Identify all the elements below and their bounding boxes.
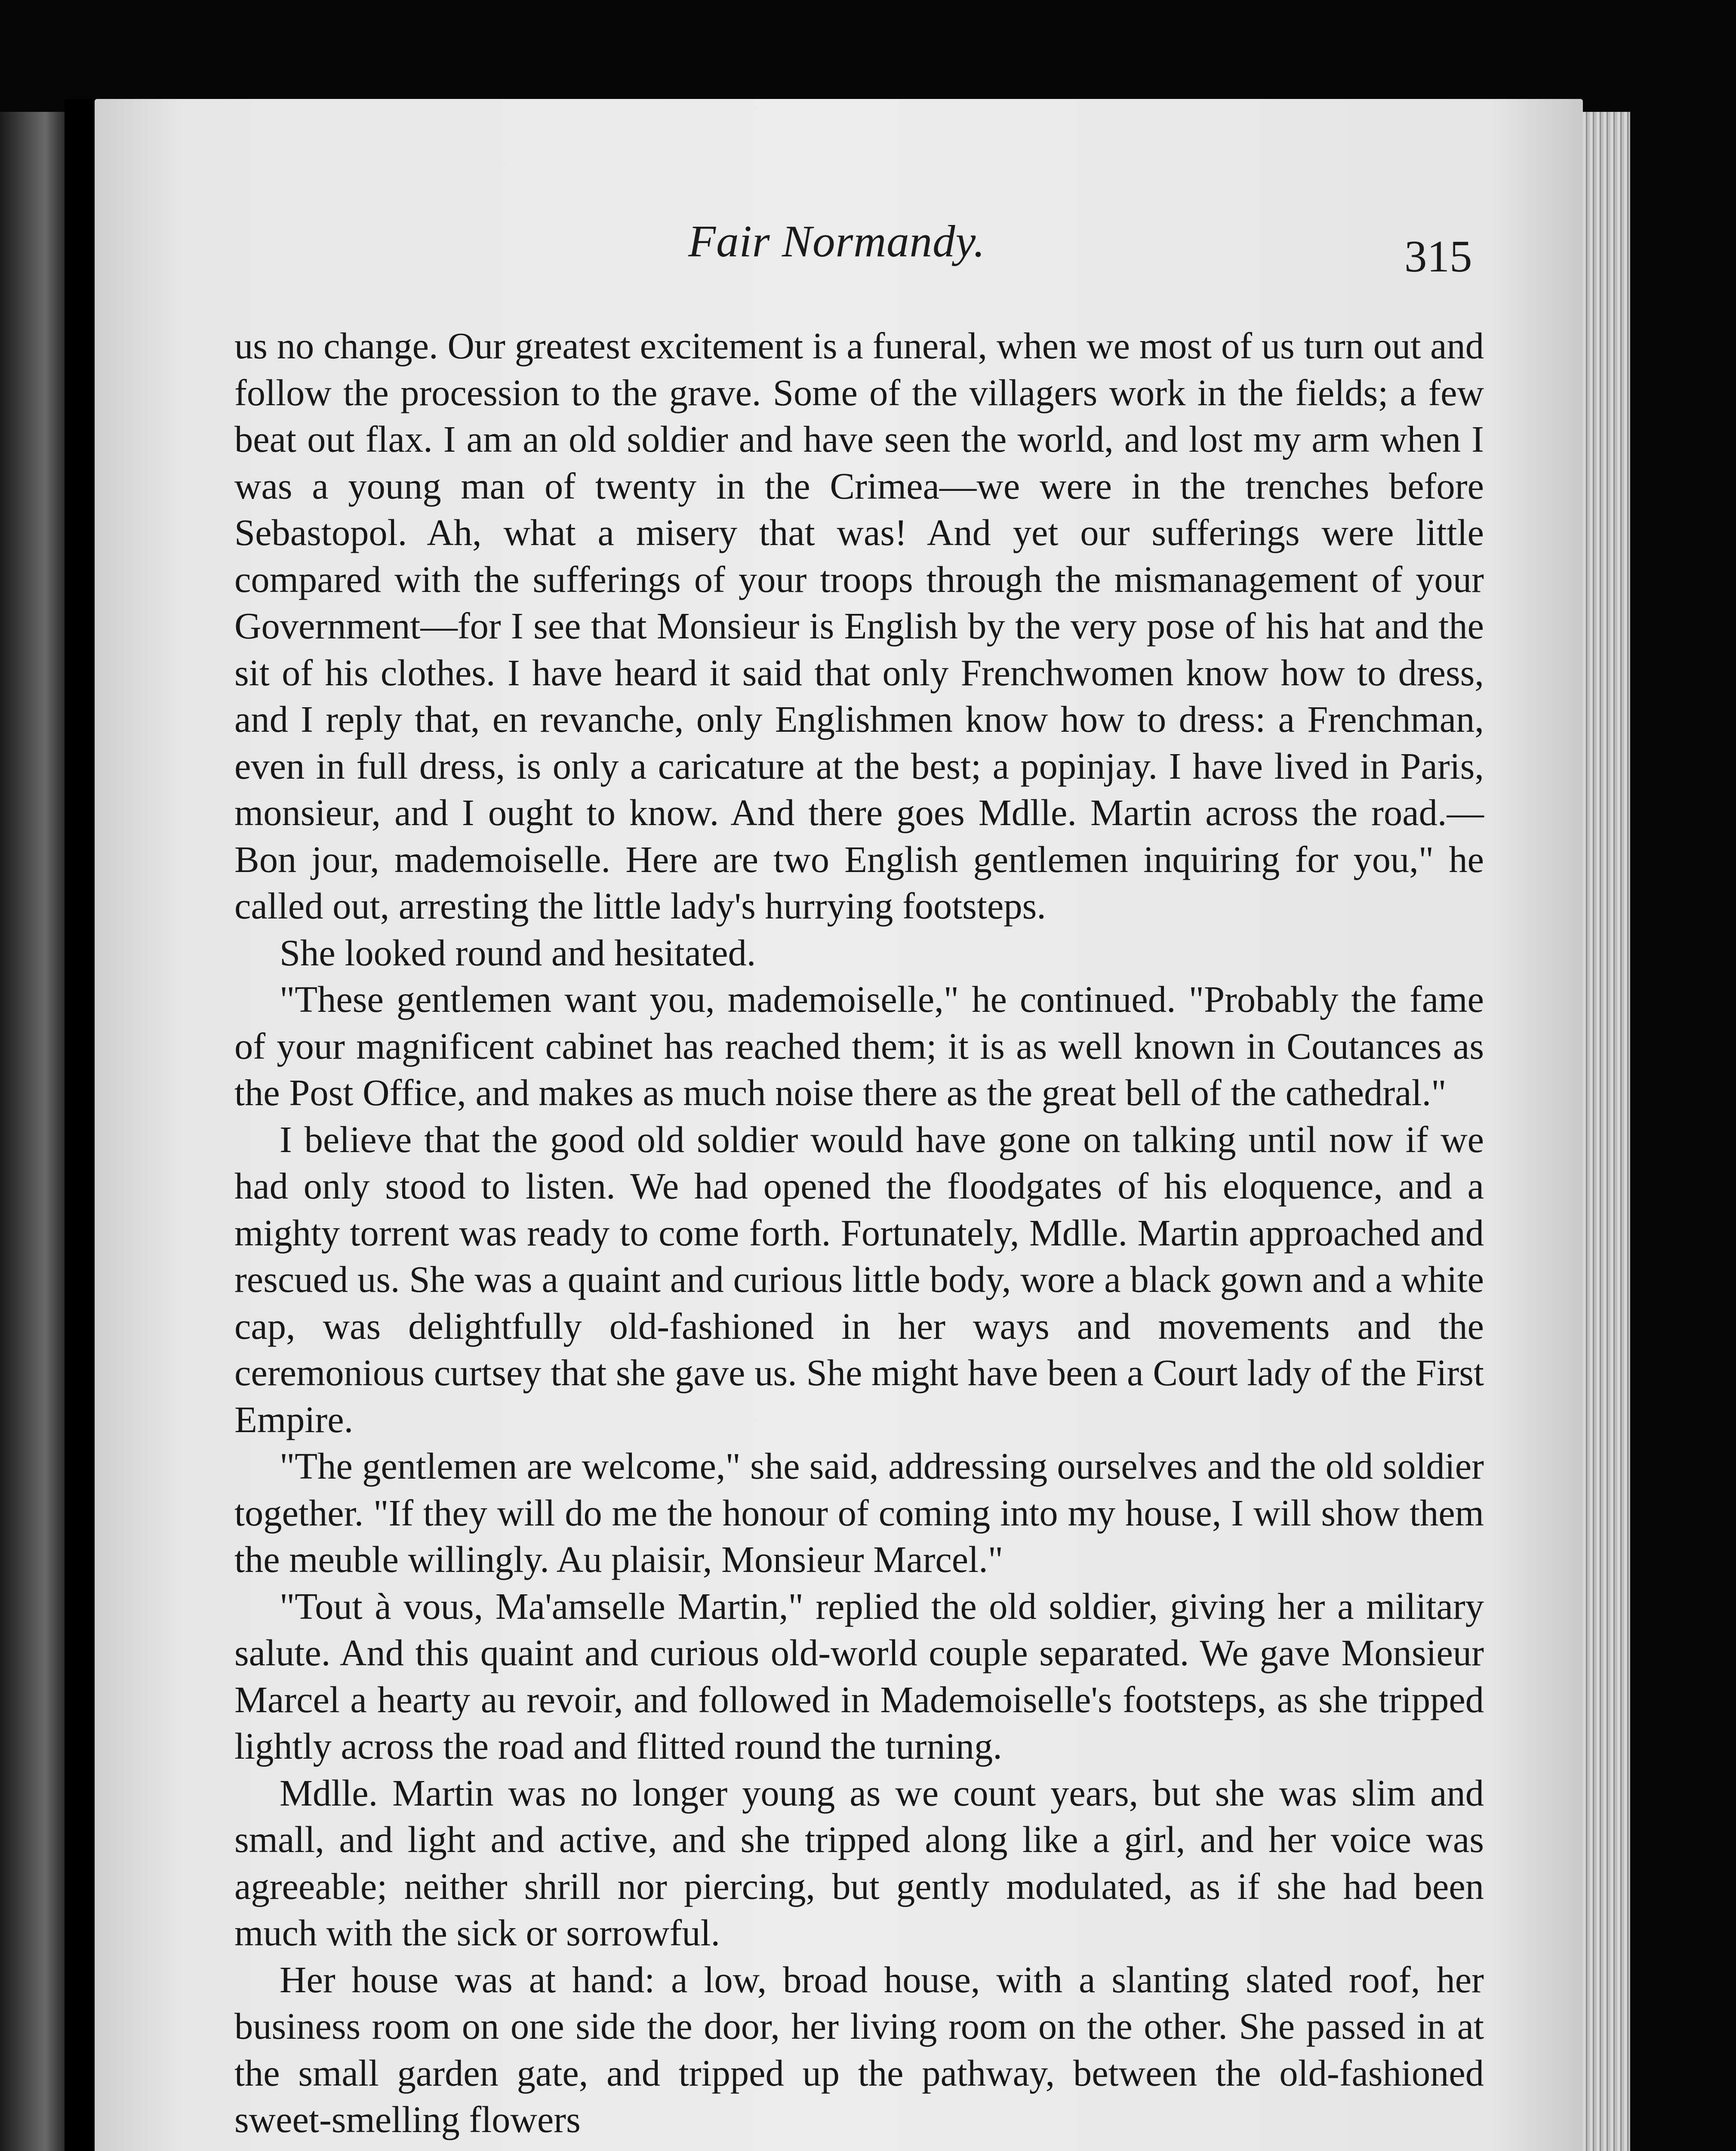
paragraph-4: I believe that the good old soldier would have gone on talking until now if we had only stood to listen. We had opened the floodgates of his eloquence, and a mighty torrent was ready to come forth. Fortunately, Mdlle. Martin approached and rescued us. She was a quaint and curious little body, wore a black gown and a white cap, was delightfully old-fashioned in her ways and movements and the ceremonious curtsey that she gave us. She might have been a Court lady of the First Empire. xyxy=(234,1119,1484,1440)
paragraph-5: "The gentlemen are welcome," she said, addressing ourselves and the old soldier together. "If they will do me the honour of coming into my house, I will show them the meuble willingly. Au plaisir, Monsieur Marcel." xyxy=(234,1445,1484,1580)
paragraph-6: "Tout à vous, Ma'amselle Martin," replied the old soldier, giving her a military salute. And this quaint and curious old-world couple separated. We gave Monsieur Marcel a hearty au revoir, and followed in Mademoiselle's footsteps, as she tripped lightly across the road and flitted round the turning. xyxy=(234,1585,1484,1767)
book-gutter xyxy=(65,99,95,2151)
paragraph-3: "These gentlemen want you, mademoiselle," he continued. "Probably the fame of your magnificent cabinet has reached them; it is as well known in Coutances as the Post Office, and makes as much noise there as the great bell of the cathedral." xyxy=(234,979,1484,1113)
facing-page-edge xyxy=(0,112,65,2151)
paragraph-8: Her house was at hand: a low, broad house, with a slanting slated roof, her business room on one side the door, her living room on the other. She passed in at the small garden gate, and tripped up the pathway, between the old-fashioned sweet-smelling flowers xyxy=(234,1959,1484,2140)
page-number: 315 xyxy=(1404,231,1472,281)
running-title: Fair Normandy. xyxy=(688,216,985,266)
paragraph-7: Mdlle. Martin was no longer young as we count years, but she was slim and small, and light and active, and she tripped along like a girl, and her voice was agreeable; neither shrill nor piercing, but gently modulated, as if she had been much with the sick or sorrowful. xyxy=(234,1772,1484,1954)
body-text xyxy=(234,323,1484,2143)
page-stack-edge xyxy=(1583,112,1630,2151)
paragraph-2: She looked round and hesitated. xyxy=(280,932,756,974)
paragraph-1: us no change. Our greatest excitement is a funeral, when we most of us turn out and follow the procession to the grave. Some of the villagers work in the fields; a few beat out flax. I am an old soldier and have seen the world, and lost my arm when I was a young man of twenty in the Crimea—we were in the trenches before Sebastopol. Ah, what a misery that was! And yet our sufferings were little compared with the sufferings of your troops through the mismanagement of your Government—for I see that Monsieur is English by the very pose of his hat and the sit of his clothes. I have heard it said that only Frenchwomen know how to dress, and I reply that, en revanche, only Englishmen know how to dress: a Frenchman, even in full dress, is only a caricature at the best; a popinjay. I have lived in Paris, monsieur, and I ought to know. And there goes Mdlle. Martin across the road.—Bon jour, mademoiselle. Here are two English gentlemen inquiring for you," he called out, arresting the little lady's hurrying footsteps. xyxy=(234,325,1484,927)
